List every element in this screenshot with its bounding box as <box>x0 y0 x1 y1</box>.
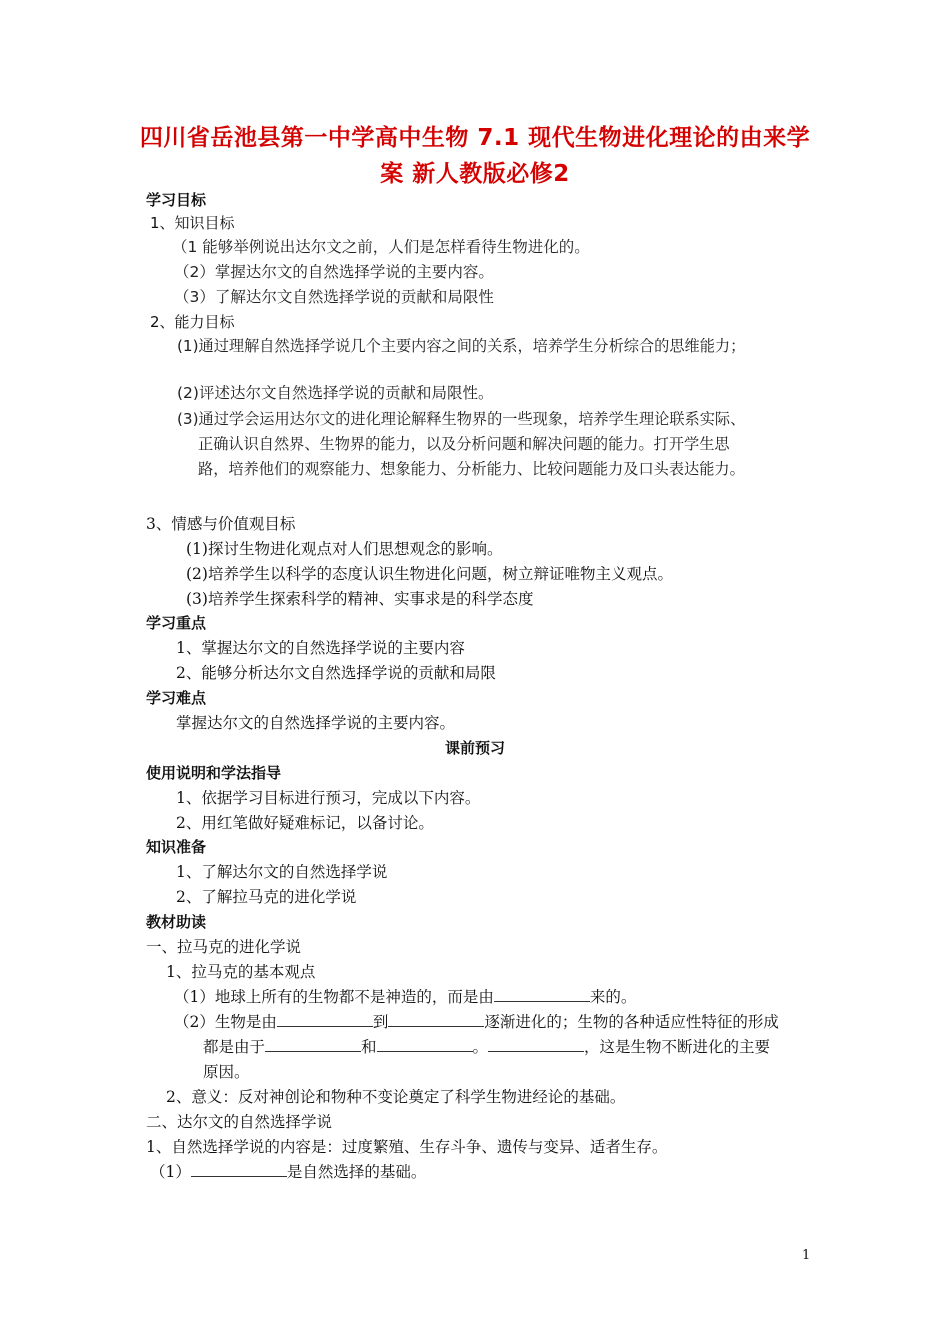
ability-item-3-line-3: 路，培养他们的观察能力、想象能力、分析能力、比较问题能力及口头表达能力。 <box>198 460 745 478</box>
emotion-item-3: (3)培养学生探索科学的精神、实事求是的科学态度 <box>186 590 534 608</box>
difficulty-text: 掌握达尔文的自然选择学说的主要内容。 <box>176 714 456 732</box>
ability-item-1: (1)通过理解自然选择学说几个主要内容之间的关系，培养学生分析综合的思维能力； <box>177 337 746 355</box>
question-2-text-g: ，这是生物不断进化的主要 <box>584 1038 771 1056</box>
question-1 <box>174 986 636 1008</box>
ability-item-2: (2)评述达尔文自然选择学说的贡献和局限性。 <box>177 384 494 402</box>
knowledge-item-2: （2）掌握达尔文的自然选择学说的主要内容。 <box>174 263 494 281</box>
title-line-1: 四川省岳池县第一中学高中生物 7.1 现代生物进化理论的由来学 <box>139 125 811 151</box>
textbook-heading: 教材助读 <box>146 913 207 931</box>
lamarck-basic-views: 1、拉马克的基本观点 <box>166 963 316 981</box>
usage-item-1: 1、依据学习目标进行预习，完成以下内容。 <box>176 789 481 807</box>
answer-blank[interactable] <box>377 1037 473 1052</box>
question-3 <box>150 1161 426 1183</box>
usage-heading: 使用说明和学法指导 <box>146 764 282 782</box>
preview-heading: 课前预习 <box>444 739 505 757</box>
page-number: 1 <box>802 1248 811 1263</box>
difficulty-heading: 学习难点 <box>146 689 207 707</box>
answer-blank[interactable] <box>265 1037 361 1052</box>
answer-blank[interactable] <box>388 1012 484 1027</box>
ability-item-3-line-1: (3)通过学会运用达尔文的进化理论解释生物界的一些现象，培养学生理论联系实际、 <box>177 410 746 428</box>
question-3-text-before: （1） <box>150 1163 191 1181</box>
usage-item-2: 2、用红笔做好疑难标记，以备讨论。 <box>176 814 434 832</box>
key-point-2: 2、能够分析达尔文自然选择学说的贡献和局限 <box>176 664 496 682</box>
question-2-line-3: 原因。 <box>203 1063 250 1081</box>
darwin-content: 1、自然选择学说的内容是：过度繁殖、生存斗争、遗传与变异、适者生存。 <box>146 1138 668 1156</box>
question-2-text-a: （2）生物是由 <box>174 1013 277 1031</box>
question-2-text-c: 逐渐进化的；生物的各种适应性特征的形成 <box>484 1013 779 1031</box>
question-2-text-b: 到 <box>372 1013 389 1031</box>
knowledge-prep-item-2: 2、了解拉马克的进化学说 <box>176 888 357 906</box>
question-2-line-1 <box>174 1011 779 1033</box>
knowledge-item-1: （1 能够举例说出达尔文之前，人们是怎样看待生物进化的。 <box>172 238 590 256</box>
knowledge-goals-heading: 1、知识目标 <box>150 214 235 232</box>
section-lamarck: 一、拉马克的进化学说 <box>146 938 302 956</box>
emotion-item-2: (2)培养学生以科学的态度认识生物进化问题，树立辩证唯物主义观点。 <box>186 565 673 583</box>
question-2-text-d: 都是由于 <box>203 1038 266 1056</box>
emotion-goals-heading: 3、情感与价值观目标 <box>146 515 296 533</box>
ability-goals-heading: 2、能力目标 <box>150 313 235 331</box>
answer-blank[interactable] <box>191 1162 287 1177</box>
section-darwin: 二、达尔文的自然选择学说 <box>146 1113 333 1131</box>
question-1-text-after: 来的。 <box>589 988 637 1006</box>
title-line-2: 案 新人教版必修2 <box>380 161 570 187</box>
emotion-item-1: (1)探讨生物进化观点对人们思想观念的影响。 <box>186 540 503 558</box>
question-2-text-f: 。 <box>472 1038 489 1056</box>
knowledge-prep-heading: 知识准备 <box>146 838 207 856</box>
goals-heading: 学习目标 <box>146 191 207 209</box>
question-1-text-before: （1）地球上所有的生物都不是神造的，而是由 <box>174 988 494 1006</box>
key-point-1: 1、掌握达尔文的自然选择学说的主要内容 <box>176 639 465 657</box>
document-title <box>120 120 830 192</box>
key-points-heading: 学习重点 <box>146 614 207 632</box>
ability-item-3-line-2: 正确认识自然界、生物界的能力，以及分析问题和解决问题的能力。打开学生思 <box>198 435 730 453</box>
knowledge-item-3: （3）了解达尔文自然选择学说的贡献和局限性 <box>174 288 494 306</box>
question-2-line-2 <box>203 1036 770 1058</box>
question-3-text-after: 是自然选择的基础。 <box>286 1163 427 1181</box>
lamarck-significance: 2、意义：反对神创论和物种不变论奠定了科学生物进经论的基础。 <box>166 1088 626 1106</box>
question-2-text-e: 和 <box>361 1038 377 1056</box>
answer-blank[interactable] <box>494 987 590 1002</box>
answer-blank[interactable] <box>277 1012 373 1027</box>
knowledge-prep-item-1: 1、了解达尔文的自然选择学说 <box>176 863 388 881</box>
answer-blank[interactable] <box>488 1037 584 1052</box>
